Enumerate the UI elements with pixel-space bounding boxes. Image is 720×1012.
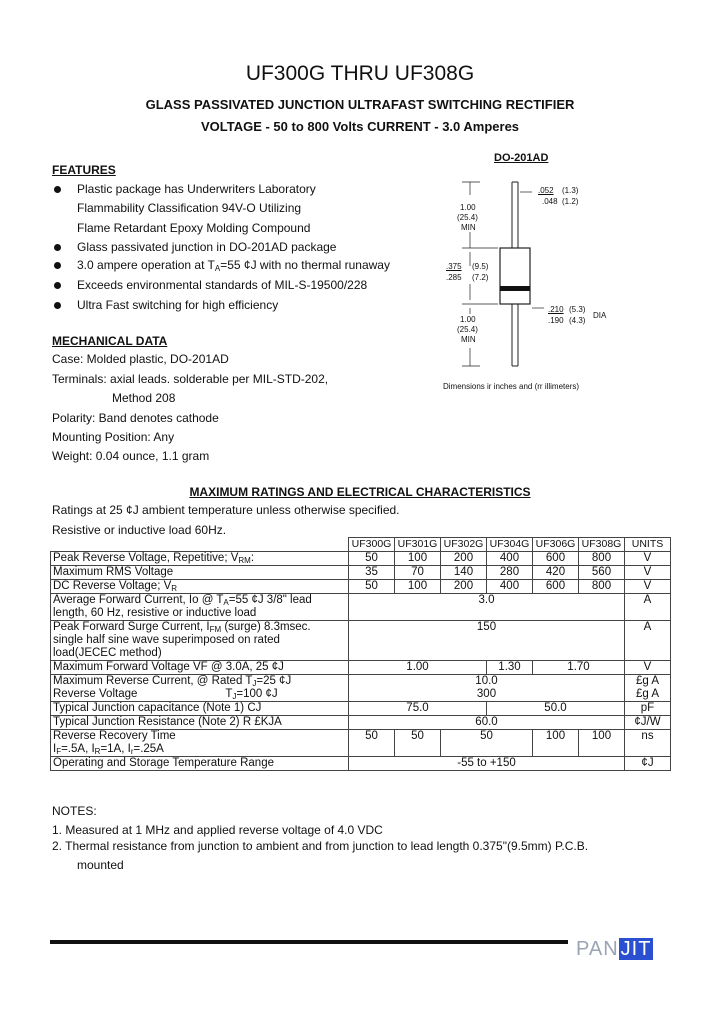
dimensions-caption: Dimensions ir inches and (rr illimeters) xyxy=(443,382,580,391)
mechanical-heading: MECHANICAL DATA xyxy=(52,334,168,348)
table-cell: 3.0 xyxy=(349,594,625,621)
unit-cell: A xyxy=(625,621,671,661)
column-header: UF302G xyxy=(441,538,487,552)
dim-lead-length-bottom-mm: (25.4) xyxy=(457,325,478,334)
table-row xyxy=(51,661,671,675)
table-cell: 420 xyxy=(533,566,579,580)
table-cell: 1.00 xyxy=(349,661,487,675)
table-row xyxy=(51,594,671,621)
unit-cell: £g A £g A xyxy=(625,675,671,702)
dim-lead-length-top-min: MIN xyxy=(461,223,476,232)
table-cell: 560 xyxy=(579,566,625,580)
column-header: UF306G xyxy=(533,538,579,552)
table-row xyxy=(51,566,671,580)
param-label: Maximum RMS Voltage xyxy=(51,566,349,580)
note-item: 2. Thermal resistance from junction to ambient and from junction to lead length 0.375"(9.5mm) P.C.B. xyxy=(52,839,589,853)
feature-item: Exceeds environmental standards of MIL-S-19500/228 xyxy=(54,278,367,292)
dim-body-len-max-mm: (9.5) xyxy=(472,262,489,271)
table-cell: 200 xyxy=(441,580,487,594)
table-cell: 75.0 xyxy=(349,702,487,716)
dim-lead-dia-max-mm: (1.3) xyxy=(562,186,579,195)
dim-lead-length-top: 1.00 xyxy=(460,203,476,212)
page-title: UF300G THRU UF308G xyxy=(245,62,475,85)
table-cell: 70 xyxy=(395,566,441,580)
table-cell: 140 xyxy=(441,566,487,580)
dim-body-dia-min: .190 xyxy=(548,316,564,325)
dim-body-len-min-mm: (7.2) xyxy=(472,273,489,282)
subtitle-ratings: VOLTAGE - 50 to 800 Volts CURRENT - 3.0 Amperes xyxy=(200,119,520,134)
table-cell: 1.30 xyxy=(487,661,533,675)
param-label: Typical Junction Resistance (Note 2) R £KJA xyxy=(51,716,349,730)
feature-item-cont: Flame Retardant Epoxy Molding Compound xyxy=(77,221,311,235)
dim-lead-length-top-mm: (25.4) xyxy=(457,213,478,222)
table-cell: 50.0 xyxy=(487,702,625,716)
table-row xyxy=(51,621,671,661)
param-label: Peak Reverse Voltage, Repetitive; $V_{RM}$: xyxy=(51,552,349,566)
feature-item-cont: Flammability Classification 94V-O Utilizing xyxy=(77,201,302,215)
param-label: Typical Junction capacitance (Note 1) CJ xyxy=(51,702,349,716)
dim-body-dia-min-mm: (4.3) xyxy=(569,316,586,325)
table-cell: 50 xyxy=(349,552,395,566)
table-cell: 200 xyxy=(441,552,487,566)
dim-lead-dia-min-mm: (1.2) xyxy=(562,197,579,206)
table-row xyxy=(51,580,671,594)
table-cell: 400 xyxy=(487,580,533,594)
dim-body-len-min: .285 xyxy=(446,273,462,282)
dim-lead-length-bottom-min: MIN xyxy=(461,335,476,344)
table-cell: 100 xyxy=(395,552,441,566)
table-cell: 100 xyxy=(533,730,579,757)
mechanical-line: Terminals: axial leads. solderable per MIL-STD-202, xyxy=(52,372,329,386)
mechanical-line: Weight: 0.04 ounce, 1.1 gram xyxy=(52,449,210,463)
unit-cell: ns xyxy=(625,730,671,757)
param-label: Maximum Reverse Current, @ Rated $T_J=25$ ¢J Reverse Voltage $T_J=100$ ¢J xyxy=(51,675,349,702)
table-cell: 600 xyxy=(533,580,579,594)
unit-cell: pF xyxy=(625,702,671,716)
table-cell: 60.0 xyxy=(349,716,625,730)
table-row xyxy=(51,702,671,716)
unit-cell: V xyxy=(625,661,671,675)
column-header: UNITS xyxy=(625,538,671,552)
unit-cell: ¢J/W xyxy=(625,716,671,730)
feature-item: Plastic package has Underwriters Laboratory xyxy=(54,182,316,196)
param-label: Operating and Storage Temperature Range xyxy=(51,757,349,771)
mechanical-line: Method 208 xyxy=(112,391,176,405)
table-cell: 10.0 300 xyxy=(349,675,625,702)
unit-cell: V xyxy=(625,580,671,594)
column-header: UF304G xyxy=(487,538,533,552)
feature-item: 3.0 ampere operation at $T_A=55$ ¢J with no thermal runaway xyxy=(54,258,390,272)
dim-body-dia-max: .210 xyxy=(548,305,564,314)
dim-body-dia-max-mm: (5.3) xyxy=(569,305,586,314)
table-cell: 600 xyxy=(533,552,579,566)
unit-cell: V xyxy=(625,552,671,566)
table-cell: 50 xyxy=(349,730,395,757)
footer-rule xyxy=(50,940,568,944)
column-header: UF308G xyxy=(579,538,625,552)
feature-item: Glass passivated junction in DO-201AD package xyxy=(54,240,336,254)
dim-lead-length-bottom: 1.00 xyxy=(460,315,476,324)
note-item-cont: mounted xyxy=(77,858,124,872)
table-cell: -55 to +150 xyxy=(349,757,625,771)
table-row xyxy=(51,730,671,757)
column-header: UF301G xyxy=(395,538,441,552)
table-cell: 150 xyxy=(349,621,625,661)
column-header: UF300G xyxy=(349,538,395,552)
features-heading: FEATURES xyxy=(52,163,116,177)
table-cell: 1.70 xyxy=(533,661,625,675)
ratings-note: Resistive or inductive load 60Hz. xyxy=(52,523,227,537)
mechanical-line: Case: Molded plastic, DO-201AD xyxy=(52,352,229,366)
unit-cell: A xyxy=(625,594,671,621)
table-cell: 100 xyxy=(579,730,625,757)
unit-cell: ¢J xyxy=(625,757,671,771)
table-cell: 50 xyxy=(349,580,395,594)
notes-heading: NOTES: xyxy=(52,804,97,818)
panjit-logo: PAN JIT xyxy=(576,938,652,960)
mechanical-line: Polarity: Band denotes cathode xyxy=(52,411,219,425)
param-label: Average Forward Current, Io @ $T_A=55$ ¢J 3/8" lead length, 60 Hz, resistive or inductive load xyxy=(51,594,349,621)
table-cell: 35 xyxy=(349,566,395,580)
table-row xyxy=(51,716,671,730)
table-cell: 800 xyxy=(579,552,625,566)
table-header-row xyxy=(51,538,671,552)
dim-lead-dia-min: .048 xyxy=(542,197,558,206)
ratings-table xyxy=(50,537,671,771)
param-label: DC Reverse Voltage; $V_R$ xyxy=(51,580,349,594)
feature-item: Ultra Fast switching for high efficiency xyxy=(54,298,278,312)
param-label: Reverse Recovery Time $I_F=.5A$, $I_R=1A$, $I_r=.25A$ xyxy=(51,730,349,757)
dim-lead-dia-max: .052 xyxy=(538,186,554,195)
unit-cell: V xyxy=(625,566,671,580)
mechanical-line: Mounting Position: Any xyxy=(52,430,175,444)
table-row xyxy=(51,675,671,702)
note-item: 1. Measured at 1 MHz and applied reverse voltage of 4.0 VDC xyxy=(52,823,383,837)
table-cell: 400 xyxy=(487,552,533,566)
ratings-heading: MAXIMUM RATINGS AND ELECTRICAL CHARACTERISTICS xyxy=(189,485,531,499)
table-row xyxy=(51,757,671,771)
ratings-note: Ratings at 25 ¢J ambient temperature unless otherwise specified. xyxy=(52,503,400,517)
param-label: Maximum Forward Voltage VF @ 3.0A, 25 ¢J xyxy=(51,661,349,675)
dim-body-len-max: .375 xyxy=(446,262,462,271)
table-cell: 50 xyxy=(441,730,533,757)
package-label: DO-201AD xyxy=(494,152,549,164)
param-label: Peak Forward Surge Current, $I_{FM}$ (surge) 8.3msec. single half sine wave superimposed on rated load(JECEC method) xyxy=(51,621,349,661)
table-cell: 50 xyxy=(395,730,441,757)
subtitle-description: GLASS PASSIVATED JUNCTION ULTRAFAST SWITCHING RECTIFIER xyxy=(145,97,575,112)
table-cell: 280 xyxy=(487,566,533,580)
table-cell: 800 xyxy=(579,580,625,594)
dim-dia-label: DIA xyxy=(593,311,607,320)
table-cell: 100 xyxy=(395,580,441,594)
table-row xyxy=(51,552,671,566)
